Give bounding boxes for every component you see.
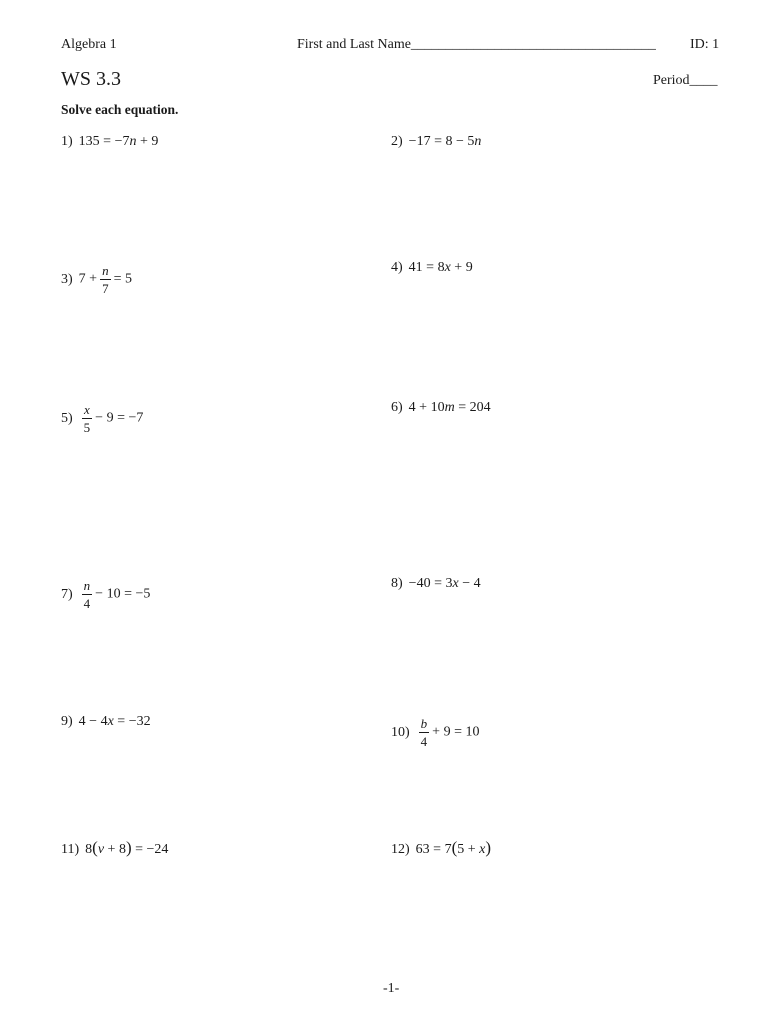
course-name: Algebra 1 <box>61 37 117 52</box>
equation-part: 8 <box>85 842 93 857</box>
denominator: 5 <box>83 420 91 435</box>
equation-part: = −32 <box>113 714 151 729</box>
problem-number: 9) <box>61 714 73 729</box>
equation-part: − 9 = −7 <box>95 410 144 426</box>
equation-variable: v <box>97 842 105 857</box>
problem-10 <box>391 716 479 749</box>
equation-part: 4 + 10 <box>408 400 445 415</box>
problem-5 <box>61 402 143 435</box>
problem-number: 11) <box>61 842 80 857</box>
equation-part: 5 + <box>457 842 480 857</box>
problem-8 <box>391 576 481 592</box>
problem-number: 1) <box>61 134 73 149</box>
equation-part: = −24 <box>131 842 169 857</box>
equation-part: −40 = 3 <box>408 576 453 591</box>
equation-part: 7 + <box>78 271 98 287</box>
left-parenthesis: ( <box>92 838 98 857</box>
problem-number: 12) <box>391 842 410 857</box>
equation-part: + 8 <box>104 842 126 857</box>
problem-number: 4) <box>391 260 403 275</box>
equation-part: 4 − 4 <box>78 714 108 729</box>
problem-number: 2) <box>391 134 403 149</box>
problem-number: 10) <box>391 724 410 740</box>
equation-variable: x <box>107 714 114 729</box>
equation-variable: x <box>444 260 451 275</box>
equation-variable: x <box>479 842 486 857</box>
problem-9 <box>61 714 151 730</box>
problem-12 <box>391 840 491 858</box>
equation-part: + 9 <box>136 134 159 149</box>
name-field-label: First and Last Name___________________________________ <box>297 37 656 52</box>
equation-part: 41 = 8 <box>408 260 445 275</box>
fraction <box>82 402 93 435</box>
problem-number: 3) <box>61 271 73 287</box>
problem-1 <box>61 134 158 150</box>
problem-number: 8) <box>391 576 403 591</box>
problem-7 <box>61 578 150 611</box>
denominator: 4 <box>83 596 91 611</box>
equation-part: 135 = −7 <box>78 134 130 149</box>
right-parenthesis: ) <box>485 838 492 857</box>
equation-part: 63 = 7 <box>415 842 452 857</box>
page-number: -1- <box>383 981 400 996</box>
fraction <box>82 578 93 611</box>
numerator: x <box>82 402 93 419</box>
fraction <box>100 263 111 296</box>
equation-variable: m <box>444 400 455 415</box>
denominator: 7 <box>102 281 109 296</box>
problem-2 <box>391 134 481 150</box>
left-parenthesis: ( <box>451 838 458 857</box>
numerator: n <box>83 578 91 593</box>
problem-11 <box>61 840 168 858</box>
equation-part: = 5 <box>113 271 132 287</box>
equation-variable: n <box>474 134 482 149</box>
problem-number: 7) <box>61 586 73 602</box>
problem-number: 5) <box>61 410 73 426</box>
equation-part: −17 = 8 − 5 <box>408 134 475 149</box>
instructions: Solve each equation. <box>61 102 179 117</box>
worksheet-id: ID: 1 <box>690 37 720 52</box>
denominator: 4 <box>420 734 428 749</box>
worksheet-title: WS 3.3 <box>61 68 121 90</box>
problem-3 <box>61 263 132 296</box>
problem-4 <box>391 260 473 276</box>
equation-part: − 4 <box>458 576 481 591</box>
equation-part: + 9 <box>450 260 473 275</box>
right-parenthesis: ) <box>125 838 132 857</box>
numerator: n <box>102 263 109 278</box>
period-field-label: Period____ <box>653 73 718 88</box>
numerator: b <box>420 716 428 731</box>
problem-number: 6) <box>391 400 403 415</box>
problem-6 <box>391 400 491 416</box>
equation-part: − 10 = −5 <box>95 586 151 602</box>
fraction <box>419 716 430 749</box>
equation-variable: x <box>452 576 459 591</box>
equation-variable: n <box>129 134 137 149</box>
equation-part: = 204 <box>454 400 491 415</box>
equation-part: + 9 = 10 <box>432 724 480 740</box>
